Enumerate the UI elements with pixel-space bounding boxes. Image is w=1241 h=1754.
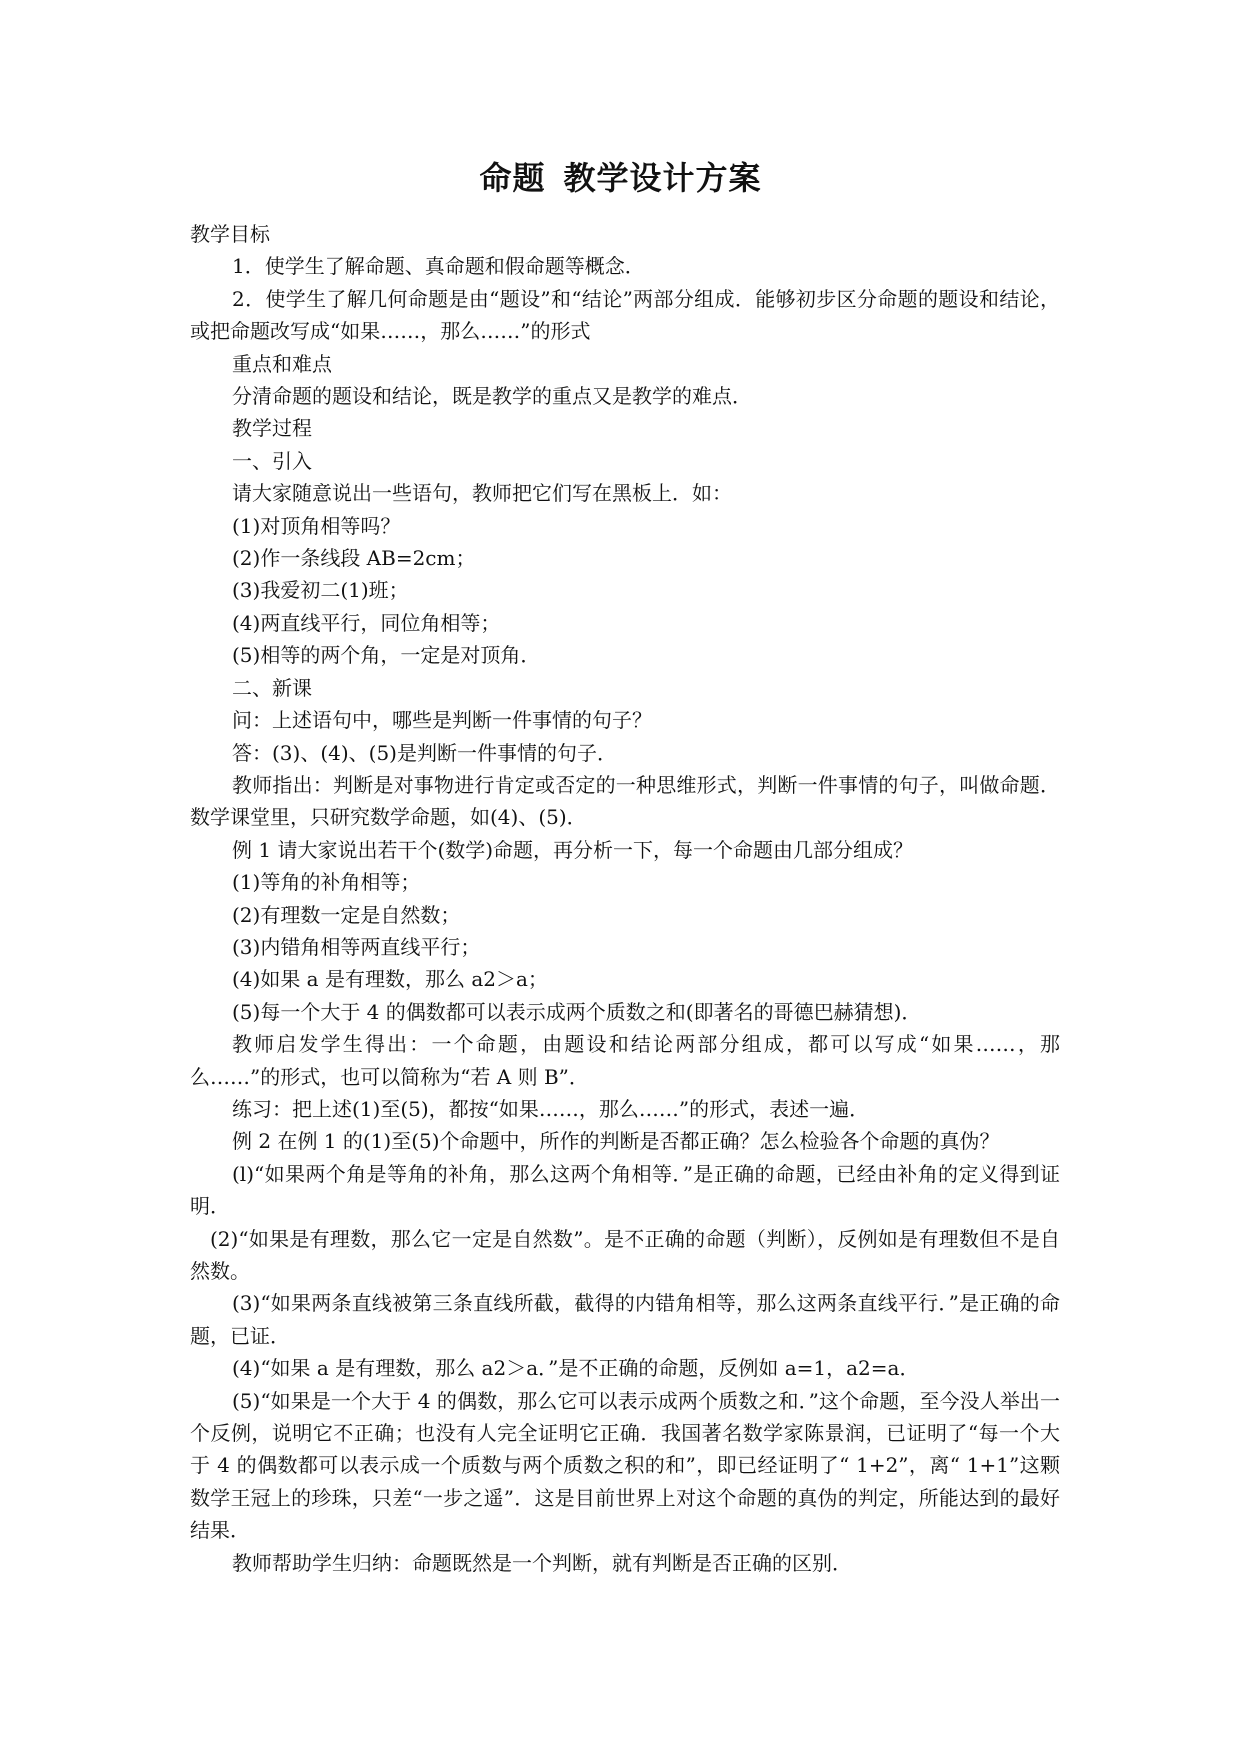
example-2: 例 2 在例 1 的(1)至(5)个命题中，所作的判断是否都正确？怎么检验各个命题的真伪？ (232, 1129, 1000, 1154)
intro-heading: 一、引入 (232, 448, 312, 473)
title-part-2: 教学设计方案 (563, 159, 762, 197)
list-item: (2)有理数一定是自然数； (232, 902, 461, 927)
list-item: (3)我爱初二(1)班； (232, 578, 409, 603)
objectives-heading: 教学目标 (190, 222, 270, 246)
key-points-heading: 重点和难点 (232, 351, 332, 376)
practice: 练习：把上述(1)至(5)，都按“如果……，那么……”的形式，表述一遍． (232, 1096, 870, 1121)
document-title (0, 156, 1241, 200)
example-1: 例 1 请大家说出若干个(数学)命题，再分析一下，每一个命题由几部分组成？ (232, 837, 914, 862)
process-heading: 教学过程 (232, 416, 312, 441)
example-2-item-1: (l)“如果两个角是等角的补角，那么这两个角相等．”是正确的命题，已经由补角的定义得到证明． (190, 1161, 1060, 1219)
key-points-text: 分清命题的题设和结论，既是教学的重点又是教学的难点． (232, 384, 752, 409)
teacher-inspire: 教师启发学生得出：一个命题，由题设和结论两部分组成，都可以写成“如果……，那么……”的形式，也可以简称为“若 A 则 B”． (190, 1032, 1060, 1089)
objective-1: 1．使学生了解命题、真命题和假命题等概念． (232, 254, 645, 279)
answer: 答：(3)、(4)、(5)是判断一件事情的句子． (232, 740, 617, 765)
title-part-1: 命题 (479, 159, 546, 197)
summary: 教师帮助学生归纳：命题既然是一个判断，就有判断是否正确的区别． (232, 1550, 852, 1575)
document-body (190, 218, 1060, 1579)
list-item: (4)如果 a 是有理数，那么 a2＞a； (232, 967, 548, 992)
list-item: (2)作一条线段 AB=2cm； (232, 546, 476, 571)
list-item: (5)相等的两个角，一定是对顶角． (232, 643, 541, 668)
intro-text: 请大家随意说出一些语句，教师把它们写在黑板上．如： (232, 481, 732, 506)
list-item: (3)内错角相等两直线平行； (232, 934, 481, 959)
teacher-note: 教师指出：判断是对事物进行肯定或否定的一种思维形式，判断一件事情的句子，叫做命题．数学课堂里，只研究数学命题，如(4)、(5)． (190, 772, 1060, 830)
objective-2: 2．使学生了解几何命题是由“题设”和“结论”两部分组成．能够初步区分命题的题设和结论，或把命题改写成“如果……，那么……”的形式 (190, 286, 1060, 344)
example-2-item-4: (4)“如果 a 是有理数，那么 a2＞a．”是不正确的命题，反例如 a=1，a2=a． (232, 1356, 920, 1381)
example-2-item-3: (3)“如果两条直线被第三条直线所截，截得的内错角相等，那么这两条直线平行．”是正确的命题，已证． (190, 1291, 1060, 1348)
list-item: (1)对顶角相等吗？ (232, 513, 401, 538)
list-item: (1)等角的补角相等； (232, 870, 421, 895)
example-2-item-2: (2)“如果是有理数，那么它一定是自然数”。是不正确的命题（判断），反例如是有理数但不是自然数。 (190, 1226, 1060, 1283)
list-item: (4)两直线平行，同位角相等； (232, 610, 501, 635)
example-2-item-5: (5)“如果是一个大于 4 的偶数，那么它可以表示成两个质数之和．”这个命题，至今没人举出一个反例，说明它不正确；也没有人完全证明它正确．我国著名数学家陈景润，已证明了“每一个大于 4 的偶数都可以表示成一个质数与两个质数之积的和”，即已经证明了“ 1+2”，离“ 1+1”这颗数学王冠上的珍珠，只差“一步之遥”．这是目前世界上对这个命题的真伪的判定，所能达到的最好结果． (190, 1388, 1060, 1543)
new-lesson-heading: 二、新课 (232, 675, 312, 700)
list-item: (5)每一个大于 4 的偶数都可以表示成两个质数之和(即著名的哥德巴赫猜想)． (232, 999, 922, 1024)
question: 问：上述语句中，哪些是判断一件事情的句子？ (232, 708, 652, 733)
